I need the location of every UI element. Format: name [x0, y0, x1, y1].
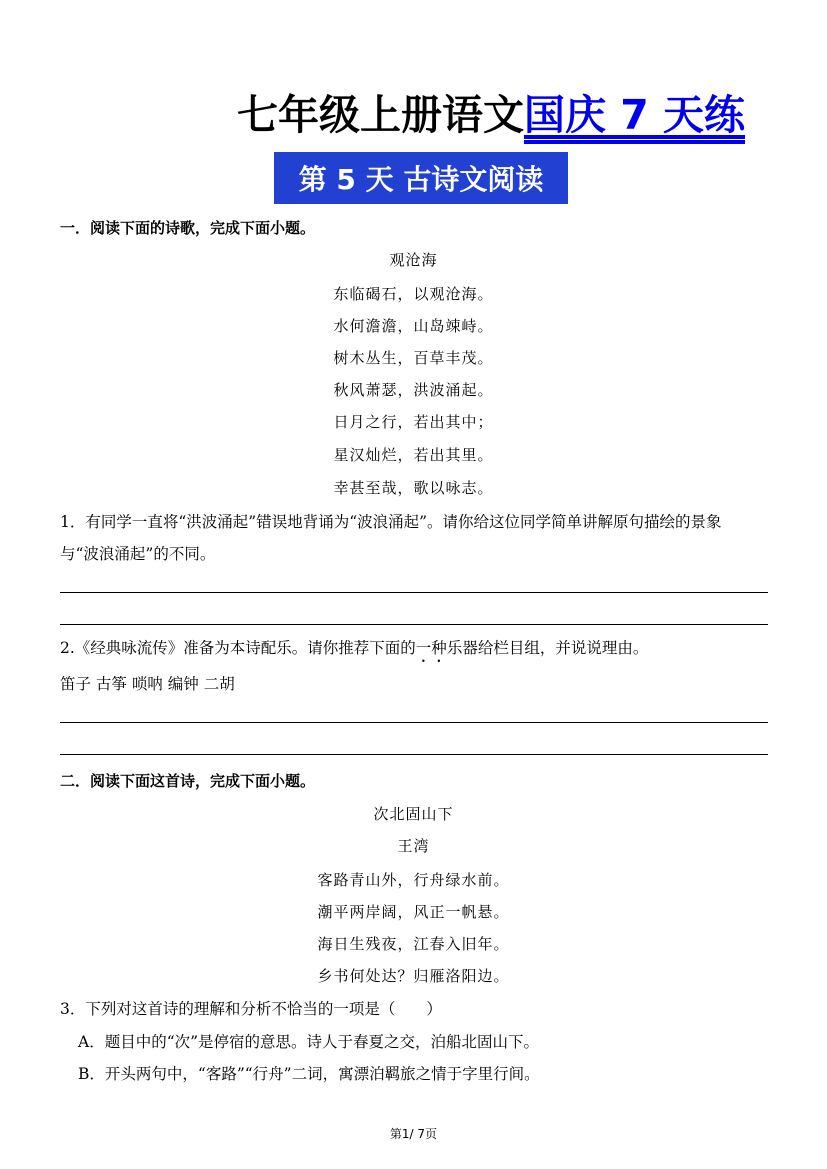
q2-text: 2.《经典咏流传》准备为本诗配乐。请你推荐下面的 [60, 639, 416, 657]
poem-line: 潮平两岸阔，风正一帆悬。 [317, 903, 510, 921]
answer-line[interactable] [60, 624, 768, 625]
title-main: 七年级上册语文 [236, 91, 524, 139]
option-b[interactable]: B．开头两句中，“客路”“行舟”二词，寓漂泊羁旅之情于字里行间。 [78, 1065, 540, 1083]
q2-emphasis: 一种 [415, 639, 447, 657]
section-2-heading: 二．阅读下面这首诗，完成下面小题。 [60, 772, 316, 790]
poem-author: 王湾 [397, 837, 430, 855]
poem-line: 星汉灿烂，若出其里。 [333, 446, 494, 464]
answer-line[interactable] [60, 592, 768, 593]
poem-line: 秋风萧瑟，洪波涌起。 [333, 381, 494, 399]
answer-line[interactable] [60, 722, 768, 723]
answer-line[interactable] [60, 754, 768, 755]
document-title [0, 82, 827, 141]
question-1: 1．有同学一直将“洪波涌起”错误地背诵为“波浪涌起”。请你给这位同学简单讲解原句描绘的景象 [60, 513, 722, 531]
title-highlight: 国庆 7 天练 [523, 91, 746, 139]
option-a[interactable]: A．题目中的“次”是停宿的意思。诗人于春夏之交，泊船北固山下。 [78, 1033, 540, 1051]
instrument-options: 笛子 古筝 唢呐 编钟 二胡 [60, 675, 235, 693]
poem-line: 东临碣石，以观沧海。 [333, 285, 494, 303]
poem-line: 乡书何处达？归雁洛阳边。 [317, 967, 510, 985]
poem-title: 观沧海 [389, 251, 438, 269]
day-banner: 第 5 天 古诗文阅读 [274, 152, 568, 204]
q2-text-end: 乐器给栏目组，并说说理由。 [446, 639, 649, 657]
poem-line: 海日生残夜，江春入旧年。 [317, 935, 510, 953]
poem-line: 日月之行，若出其中； [333, 413, 494, 431]
question-1-cont: 与“波浪涌起”的不同。 [60, 545, 216, 563]
section-1-heading: 一．阅读下面的诗歌，完成下面小题。 [60, 219, 316, 237]
poem-line: 客路青山外，行舟绿水前。 [317, 871, 510, 889]
page-number: 第1/ 7页 [389, 1127, 438, 1141]
poem-line: 幸甚至哉，歌以咏志。 [333, 479, 494, 497]
poem-line: 水何澹澹，山岛竦峙。 [333, 317, 494, 335]
poem-line: 树木丛生，百草丰茂。 [333, 349, 494, 367]
poem-title: 次北固山下 [373, 805, 454, 823]
question-2 [60, 636, 768, 666]
question-3: 3．下列对这首诗的理解和分析不恰当的一项是（ ） [60, 1000, 442, 1018]
